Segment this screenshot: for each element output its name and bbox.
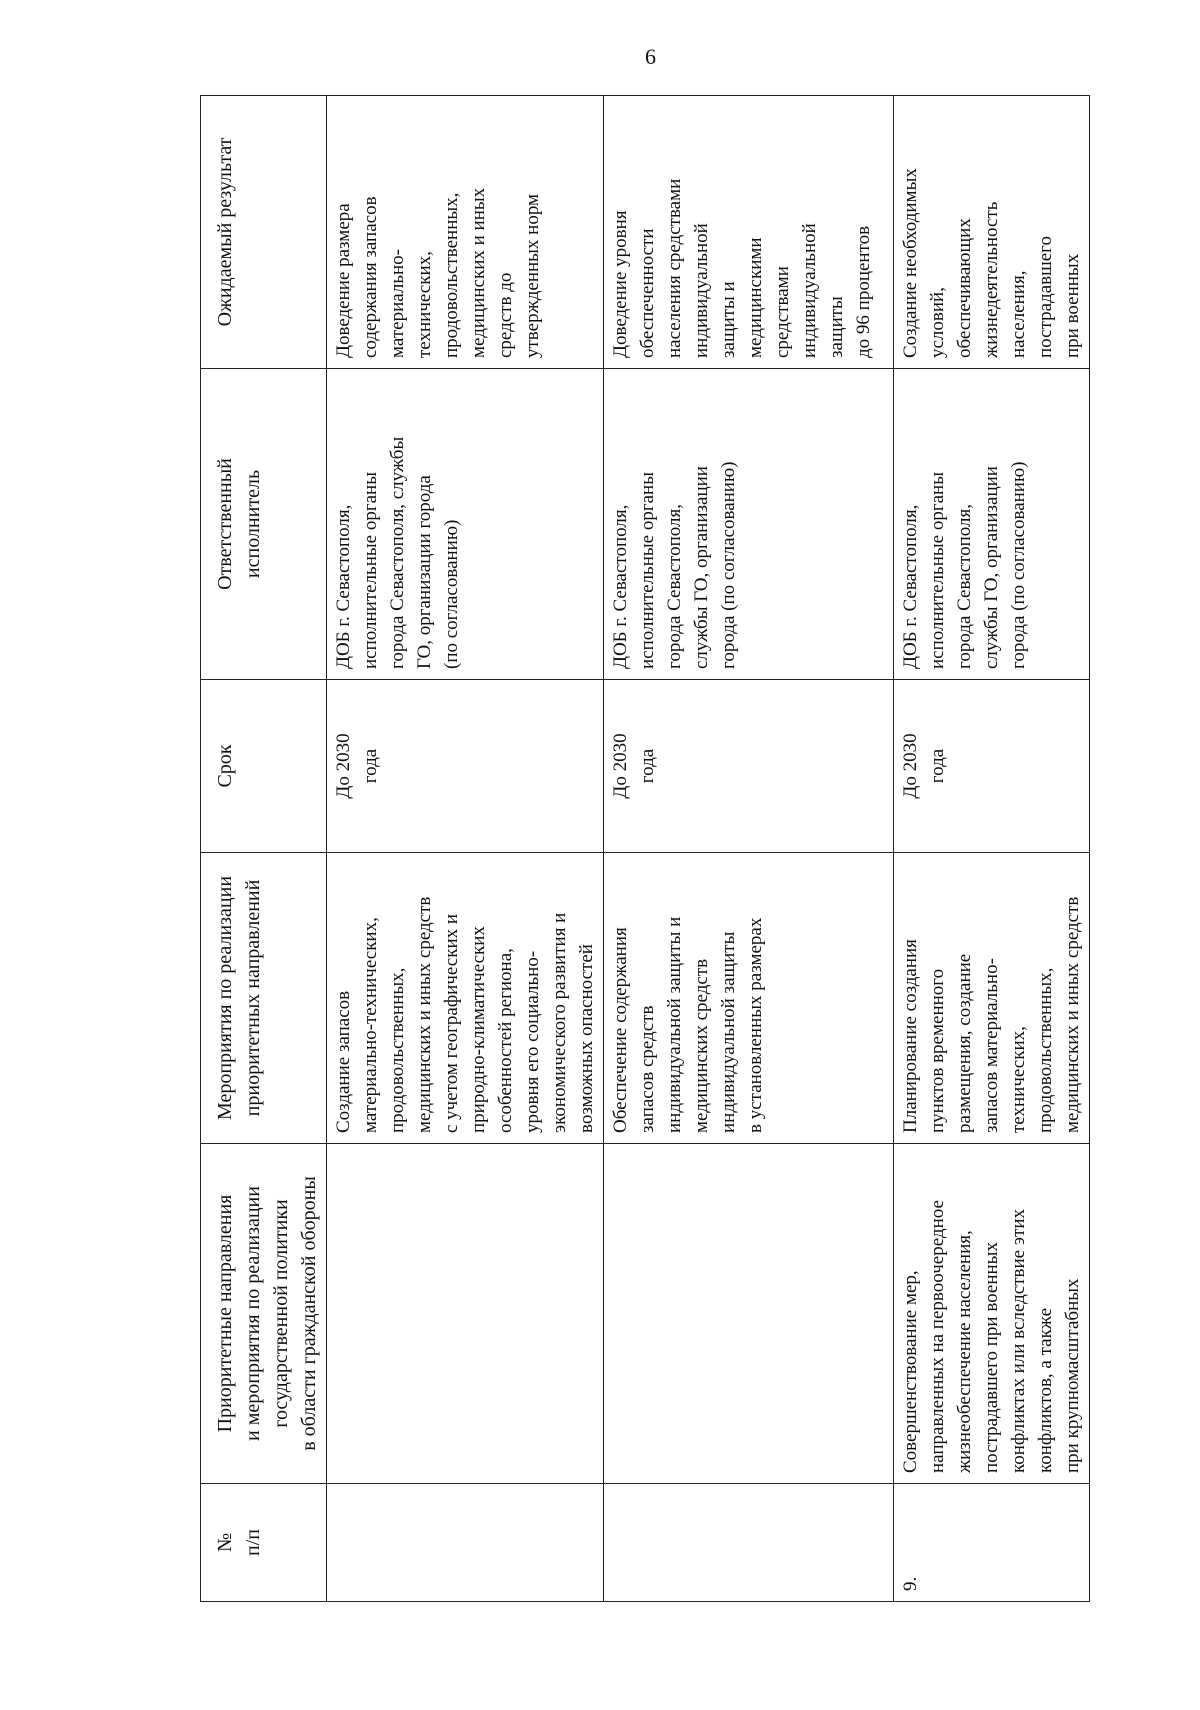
cell-measures: Планирование создания пунктов временного размещения, создание запасов материально- технических, продовольственных, медицинских и иных средств bbox=[894, 853, 1090, 1144]
cell-measures: Обеспечение содержания запасов средств индивидуальной защиты и медицинских средств индивидуальной защиты в установленных размерах bbox=[604, 853, 894, 1144]
cell-number bbox=[327, 1484, 604, 1602]
cell-measures: Создание запасов материально-технических, продовольственных, медицинских и иных средств с учетом географических и природно-климатических особенностей региона, уровня его социально- экономического развития и возможных опасностей bbox=[327, 853, 604, 1144]
cell-direction bbox=[327, 1144, 604, 1484]
cell-result: Доведение размера содержания запасов материально- технических, продовольственных, медицинских и иных средств до утвержденных норм bbox=[327, 96, 604, 369]
header-direction: Приоритетные направления и мероприятия по реализации государственной политики в области гражданской обороны bbox=[201, 1144, 327, 1484]
cell-term: До 2030 года bbox=[604, 680, 894, 853]
page-number: 6 bbox=[645, 44, 656, 69]
cell-direction bbox=[604, 1144, 894, 1484]
cell-result: Доведение уровня обеспеченности населения средствами индивидуальной защиты и медицинскими средствами индивидуальной защиты до 96 процентов bbox=[604, 96, 894, 369]
cell-term: До 2030 года bbox=[327, 680, 604, 853]
measures-table bbox=[200, 95, 1090, 1602]
cell-executor: ДОБ г. Севастополя, исполнительные органы города Севастополя, службы ГО, организации города (по согласованию) bbox=[894, 369, 1090, 680]
cell-number: 9. bbox=[894, 1484, 1090, 1602]
header-number: № п/п bbox=[201, 1484, 327, 1602]
header-term: Срок bbox=[201, 680, 327, 853]
cell-executor: ДОБ г. Севастополя, исполнительные органы города Севастополя, службы ГО, организации города (по согласованию) bbox=[327, 369, 604, 680]
cell-result: Создание необходимых условий, обеспечивающих жизнедеятельность населения, пострадавшего при военных bbox=[894, 96, 1090, 369]
header-result: Ожидаемый результат bbox=[201, 96, 327, 369]
cell-number bbox=[604, 1484, 894, 1602]
table-row bbox=[327, 96, 604, 1602]
cell-executor: ДОБ г. Севастополя, исполнительные органы города Севастополя, службы ГО, организации города (по согласованию) bbox=[604, 369, 894, 680]
cell-direction: Совершенствование мер, направленных на первоочередное жизнеобеспечение населения, пострадавшего при военных конфликтах или вследствие этих конфликтов, а также при крупномасштабных bbox=[894, 1144, 1090, 1484]
header-executor: Ответственный исполнитель bbox=[201, 369, 327, 680]
table-row bbox=[894, 96, 1090, 1602]
table-header-row bbox=[201, 96, 327, 1602]
cell-term: До 2030 года bbox=[894, 680, 1090, 853]
header-measures: Мероприятия по реализации приоритетных направлений bbox=[201, 853, 327, 1144]
rotated-table-container bbox=[200, 96, 1083, 1602]
table-row bbox=[604, 96, 894, 1602]
